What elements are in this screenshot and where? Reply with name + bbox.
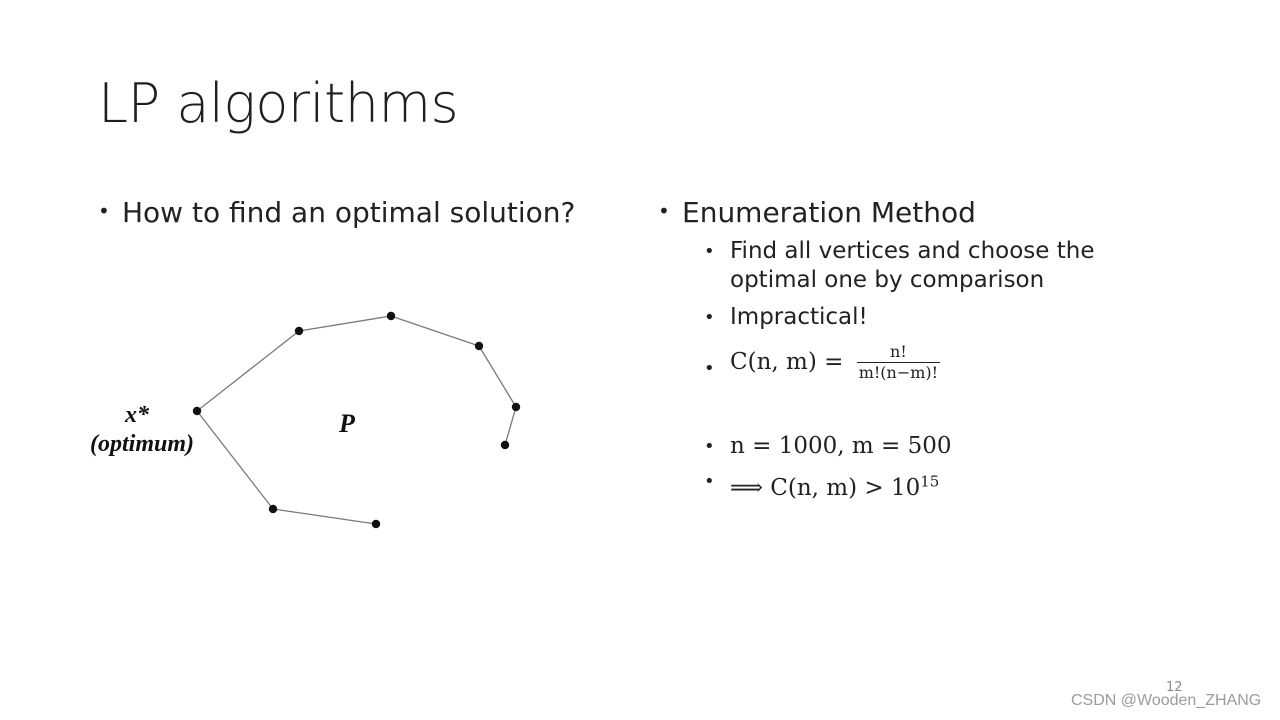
example-text: n = 1000, m = 500 (730, 433, 952, 459)
vertex (501, 441, 509, 449)
implies-text (730, 472, 940, 501)
bullet-dot: • (98, 199, 110, 223)
vertex (475, 342, 483, 350)
formula-lhs: C(n, m) = (730, 349, 844, 375)
polytope-edge (479, 346, 516, 407)
implies-bullet (658, 467, 1178, 503)
slide-title: LP algorithms (98, 72, 459, 135)
vertex (372, 520, 380, 528)
region-label: P (339, 409, 355, 438)
polytope-edge (299, 316, 391, 331)
sub-bullet (658, 237, 1178, 295)
implies-exponent: 15 (920, 472, 940, 490)
implies-prefix: ⟹ C(n, m) > 10 (730, 474, 921, 501)
bullet-dot: • (704, 436, 715, 457)
left-bullet (98, 196, 575, 229)
bullet-dot: • (704, 471, 715, 492)
polytope-edge (505, 407, 516, 445)
vertex (387, 312, 395, 320)
polytope-edge (391, 316, 479, 346)
polytope-edge (197, 331, 299, 411)
formula-bullet (658, 342, 1178, 390)
vertex (295, 327, 303, 335)
bullet-dot: • (704, 358, 715, 379)
optimum-word-label: (optimum) (90, 431, 195, 457)
sub-bullet-text: Impractical! (730, 304, 868, 330)
polytope-edge (197, 411, 273, 509)
watermark: CSDN @Wooden_ZHANG (1071, 692, 1262, 709)
left-bullet-text: How to find an optimal solution? (122, 196, 576, 229)
sub-bullet (658, 303, 1178, 332)
optimum-symbol-label: x* (125, 402, 149, 428)
polytope-edge (273, 509, 376, 524)
bullet-dot: • (704, 307, 715, 328)
formula-numerator: n! (857, 342, 940, 363)
sub-bullet-text: Find all vertices and choose the optimal one by comparison (730, 238, 1095, 293)
example-bullet (658, 432, 1178, 461)
right-column (658, 196, 1178, 503)
bullet-dot: • (658, 199, 670, 223)
right-heading-text: Enumeration Method (682, 196, 976, 229)
vertex-optimum (193, 407, 201, 415)
polytope-diagram (80, 300, 550, 540)
vertex (512, 403, 520, 411)
bullet-dot: • (704, 241, 715, 262)
right-heading (658, 196, 1178, 229)
vertex (269, 505, 277, 513)
slide-number: 12 (1166, 680, 1183, 695)
formula-fraction (857, 342, 940, 383)
formula-denominator: m!(n−m)! (858, 363, 939, 382)
